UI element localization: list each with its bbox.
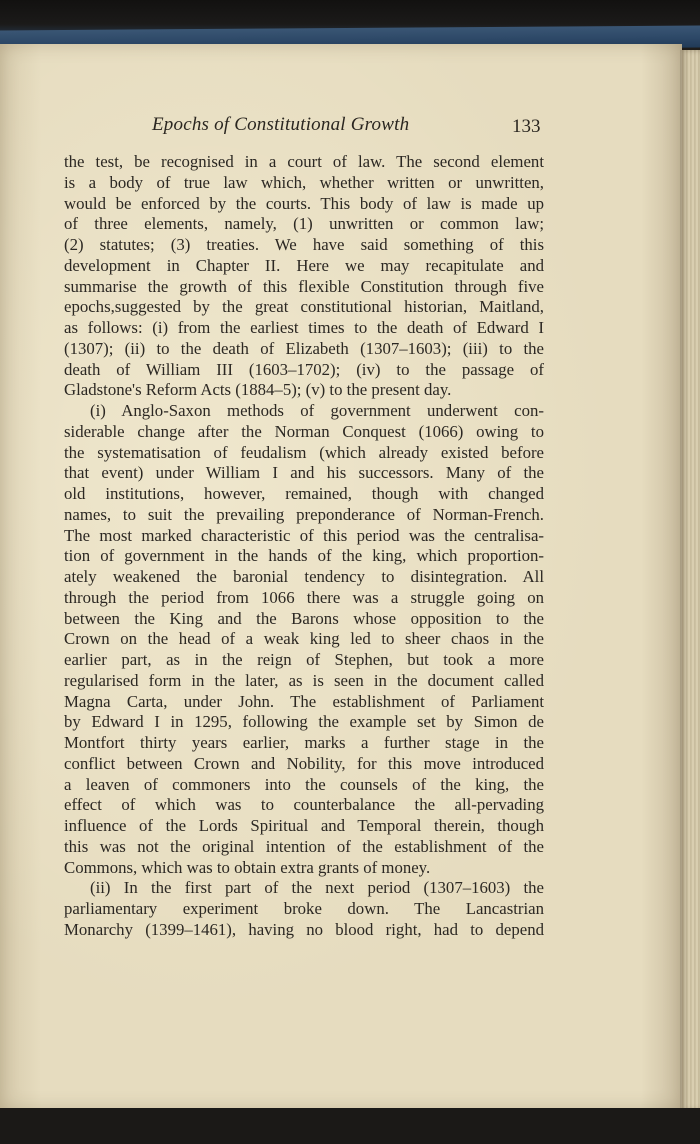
- text-line: (2) statutes; (3) treaties. We have said something of this: [64, 235, 544, 254]
- running-head-title: Epochs of Constitutional Growth: [152, 114, 410, 135]
- text-line: a leaven of commoners into the counsels of the king, the: [64, 774, 544, 794]
- text-line: summarise the growth of this flexible Constitution through five: [64, 276, 544, 296]
- text-line: siderable change after the Norman Conquest (1066) owing to: [64, 421, 544, 441]
- text-line: between the King and the Barons whose opposition to the: [64, 608, 544, 628]
- text-line: conflict between Crown and Nobility, for this move introduced: [64, 753, 544, 773]
- text-line: as follows: (i) from the earliest times to the death of Edward I: [64, 318, 544, 337]
- text-line: effect of which was to counterbalance the all-pervading: [64, 795, 544, 815]
- text-line: through the period from 1066 there was a struggle going on: [64, 587, 544, 607]
- body-text: [64, 152, 544, 941]
- text-line: Monarchy (1399–1461), having no blood right, had to depend: [64, 919, 544, 939]
- text-line: tion of government in the hands of the king, which proportion-: [64, 546, 544, 566]
- text-line: by Edward I in 1295, following the example set by Simon de: [64, 712, 544, 732]
- text-line: would be enforced by the courts. This body of law is made up: [64, 193, 544, 213]
- page-number: 133: [512, 116, 541, 137]
- running-head: [0, 114, 700, 144]
- text-line: names, to suit the prevailing preponderance of Norman-French.: [64, 504, 544, 524]
- text-line: that event) under William I and his successors. Many of the: [64, 463, 544, 483]
- text-line: earlier part, as in the reign of Stephen, but took a more: [64, 650, 544, 669]
- text-line: (i) Anglo-Saxon methods of government underwent con-: [90, 401, 544, 420]
- text-line: Gladstone's Reform Acts (1884–5); (v) to the present day.: [64, 380, 452, 400]
- text-line: The most marked characteristic of this period was the centralisa-: [64, 525, 544, 545]
- text-line: old institutions, however, remained, though with changed: [64, 484, 544, 503]
- text-line: parliamentary experiment broke down. The Lancastrian: [64, 899, 544, 918]
- text-line: influence of the Lords Spiritual and Temporal therein, though: [64, 816, 544, 835]
- text-line: Montfort thirty years earlier, marks a further stage in the: [64, 733, 544, 752]
- text-line: ately weakened the baronial tendency to disintegration. All: [64, 567, 544, 586]
- text-line: this was not the original intention of the establishment of the: [64, 836, 544, 856]
- text-line: death of William III (1603–1702); (iv) to the passage of: [64, 359, 544, 379]
- text-line: is a body of true law which, whether written or unwritten,: [64, 172, 544, 192]
- text-line: (ii) In the first part of the next period (1307–1603) the: [90, 878, 544, 898]
- text-line: (1307); (ii) to the death of Elizabeth (1307–1603); (iii) to the: [64, 338, 544, 358]
- text-line: epochs,suggested by the great constitutional historian, Maitland,: [64, 297, 544, 317]
- text-line: Magna Carta, under John. The establishment of Parliament: [64, 691, 544, 711]
- text-line: the systematisation of feudalism (which already existed before: [64, 442, 544, 462]
- scan-background-bottom: [0, 1108, 700, 1144]
- text-line: Crown on the head of a weak king led to sheer chaos in the: [64, 629, 544, 649]
- text-line: the test, be recognised in a court of law. The second element: [64, 152, 544, 171]
- text-line: regularised form in the later, as is seen in the document called: [64, 670, 544, 690]
- text-line: development in Chapter II. Here we may recapitulate and: [64, 255, 544, 275]
- page-stack-edge: [680, 50, 700, 1110]
- text-line: of three elements, namely, (1) unwritten or common law;: [64, 214, 544, 234]
- text-line: Commons, which was to obtain extra grants of money.: [64, 857, 431, 877]
